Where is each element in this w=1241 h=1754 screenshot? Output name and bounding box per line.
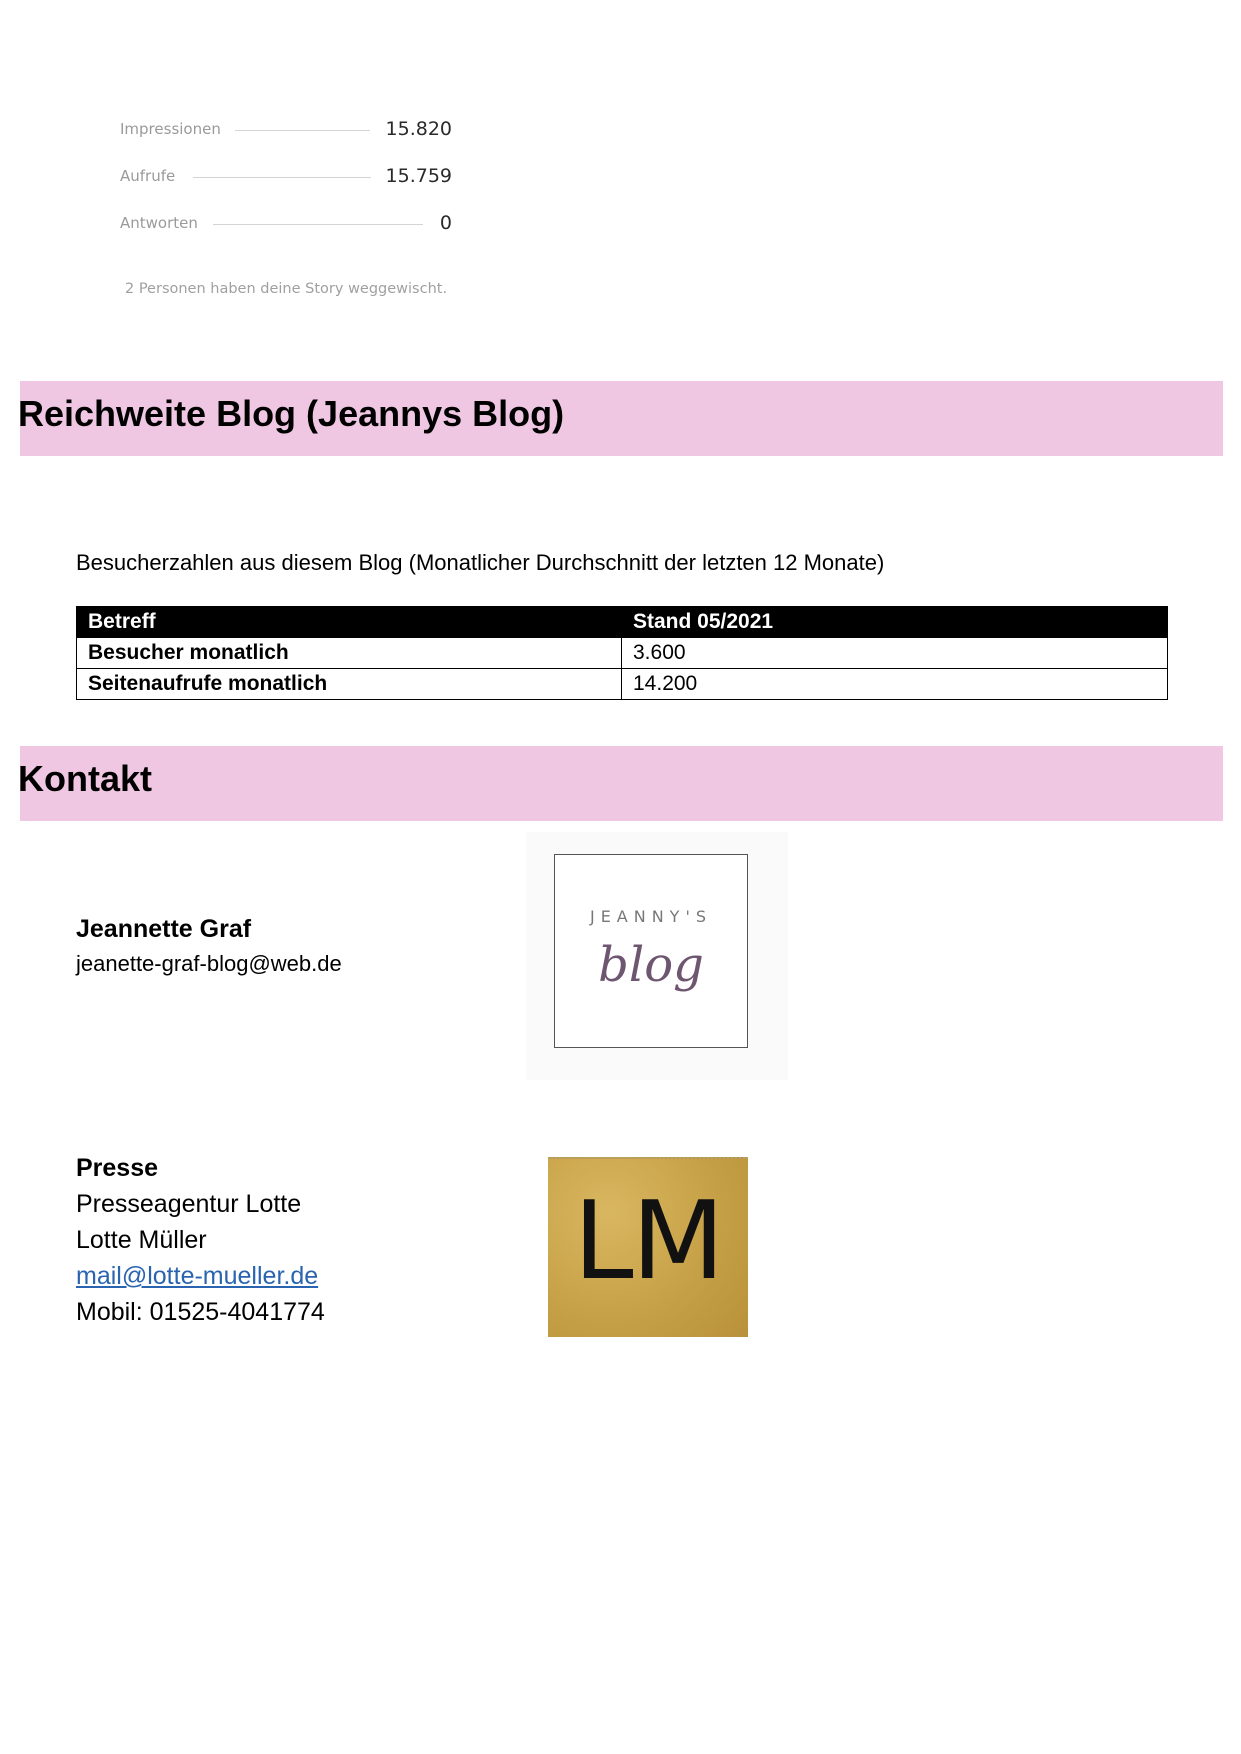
stat-value-impressions: 15.820	[385, 118, 452, 140]
press-email-link[interactable]: mail@lotte-mueller.de	[76, 1262, 319, 1290]
press-agency: Presseagentur Lotte	[76, 1190, 302, 1218]
stat-label-views: Aufrufe	[120, 167, 176, 185]
jeannys-blog-logo	[526, 832, 788, 1080]
table-cell-value: 14.200	[622, 669, 1168, 700]
blog-intro-text: Besucherzahlen aus diesem Blog (Monatlicher Durchschnitt der letzten 12 Monate)	[76, 550, 885, 575]
story-note: 2 Personen haben deine Story weggewischt.	[125, 281, 448, 297]
blog-section-title: Reichweite Blog (Jeannys Blog)	[18, 393, 565, 434]
blog-section-header	[20, 381, 1223, 456]
blog-logo-script-text: blog	[598, 937, 704, 993]
blog-logo-top-text: JEANNY'S	[589, 907, 713, 926]
contact-email[interactable]: jeanette-graf-blog@web.de	[76, 951, 342, 976]
press-contact-block	[76, 1150, 325, 1330]
contact-section-title: Kontakt	[18, 758, 152, 799]
press-heading: Presse	[76, 1154, 159, 1182]
lm-logo-text: LM	[573, 1179, 723, 1304]
blog-logo-frame	[554, 854, 748, 1048]
blog-stats-table	[76, 606, 1168, 700]
stat-value-replies: 0	[439, 212, 452, 234]
table-cell-value: 3.600	[622, 638, 1168, 669]
stat-value-views: 15.759	[385, 165, 452, 187]
lotte-mueller-logo	[548, 1157, 748, 1337]
table-cell-label: Besucher monatlich	[77, 638, 622, 669]
stat-label-impressions: Impressionen	[120, 120, 221, 138]
table-header-cell: Stand 05/2021	[622, 607, 1168, 638]
press-phone: Mobil: 01525-4041774	[76, 1298, 325, 1326]
contact-name: Jeannette Graf	[76, 915, 252, 943]
contact-section-header	[20, 746, 1223, 821]
press-contact-name: Lotte Müller	[76, 1226, 207, 1254]
table-header-row	[77, 607, 1168, 638]
table-header-cell: Betreff	[77, 607, 622, 638]
stat-label-replies: Antworten	[120, 214, 198, 232]
table-row	[77, 669, 1168, 700]
table-row	[77, 638, 1168, 669]
table-cell-label: Seitenaufrufe monatlich	[77, 669, 622, 700]
